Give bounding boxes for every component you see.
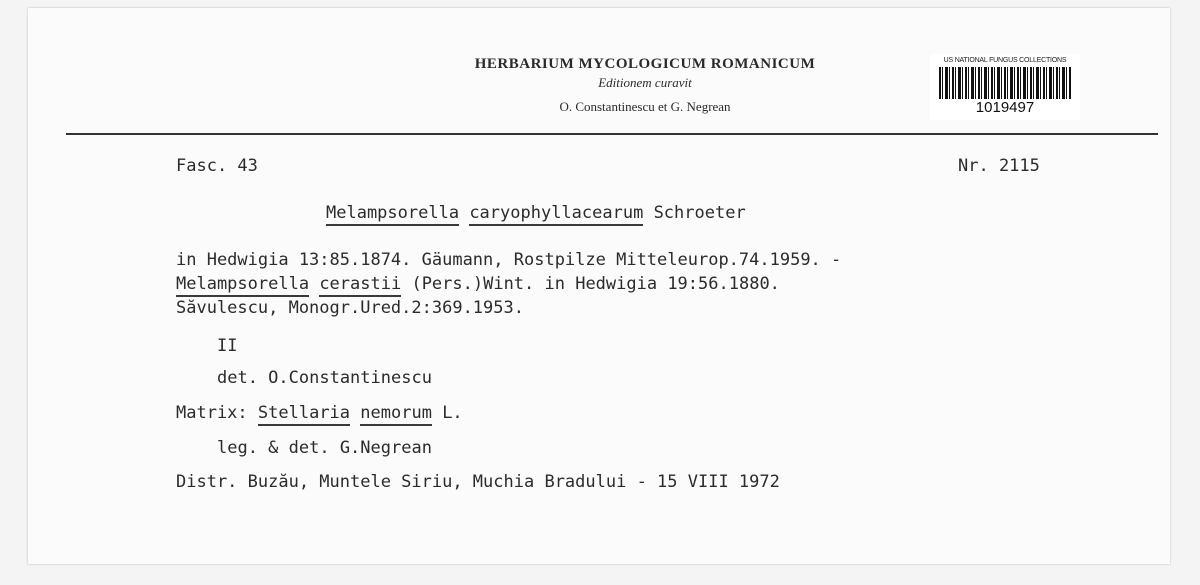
spore-stage: II xyxy=(217,336,238,356)
host-epithet: nemorum xyxy=(360,403,432,426)
citation-line-2 xyxy=(176,274,780,294)
barcode-caption: US NATIONAL FUNGUS COLLECTIONS xyxy=(943,57,1067,64)
taxon-name xyxy=(326,203,746,223)
taxon-author: Schroeter xyxy=(653,203,746,223)
edition-note: Editionem curavit xyxy=(598,75,692,90)
host-genus: Stellaria xyxy=(258,403,350,426)
barcode-icon xyxy=(939,67,1071,99)
synonym-citation: (Pers.)Wint. in Hedwigia 19:56.1880. xyxy=(411,274,780,294)
barcode-number: 1019497 xyxy=(975,99,1035,116)
editors: O. Constantinescu et G. Negrean xyxy=(559,99,731,114)
locality: Distr. Buzău, Muntele Siriu, Muchia Bradului - 15 VIII 1972 xyxy=(176,472,780,492)
herbarium-title: HERBARIUM MYCOLOGICUM ROMANICUM xyxy=(474,56,816,72)
citation-line-3: Săvulescu, Monogr.Ured.2:369.1953. xyxy=(176,298,524,318)
taxon-genus: Melampsorella xyxy=(326,203,459,226)
synonym-epithet: cerastii xyxy=(319,274,401,297)
header-divider xyxy=(66,133,1158,135)
matrix-line xyxy=(176,403,463,423)
label-header xyxy=(420,50,870,118)
exsiccata-number: Nr. 2115 xyxy=(958,156,1040,176)
taxon-epithet: caryophyllacearum xyxy=(469,203,643,226)
determiner: det. O.Constantinescu xyxy=(217,368,432,388)
host-author: L. xyxy=(442,403,463,423)
collector: leg. & det. G.Negrean xyxy=(217,438,432,458)
citation-line-1: in Hedwigia 13:85.1874. Gäumann, Rostpilze Mitteleurop.74.1959. - xyxy=(176,250,842,270)
fascicle-number: Fasc. 43 xyxy=(176,156,258,176)
matrix-label: Matrix: xyxy=(176,403,248,423)
synonym-genus: Melampsorella xyxy=(176,274,309,297)
barcode-sticker xyxy=(930,54,1080,120)
